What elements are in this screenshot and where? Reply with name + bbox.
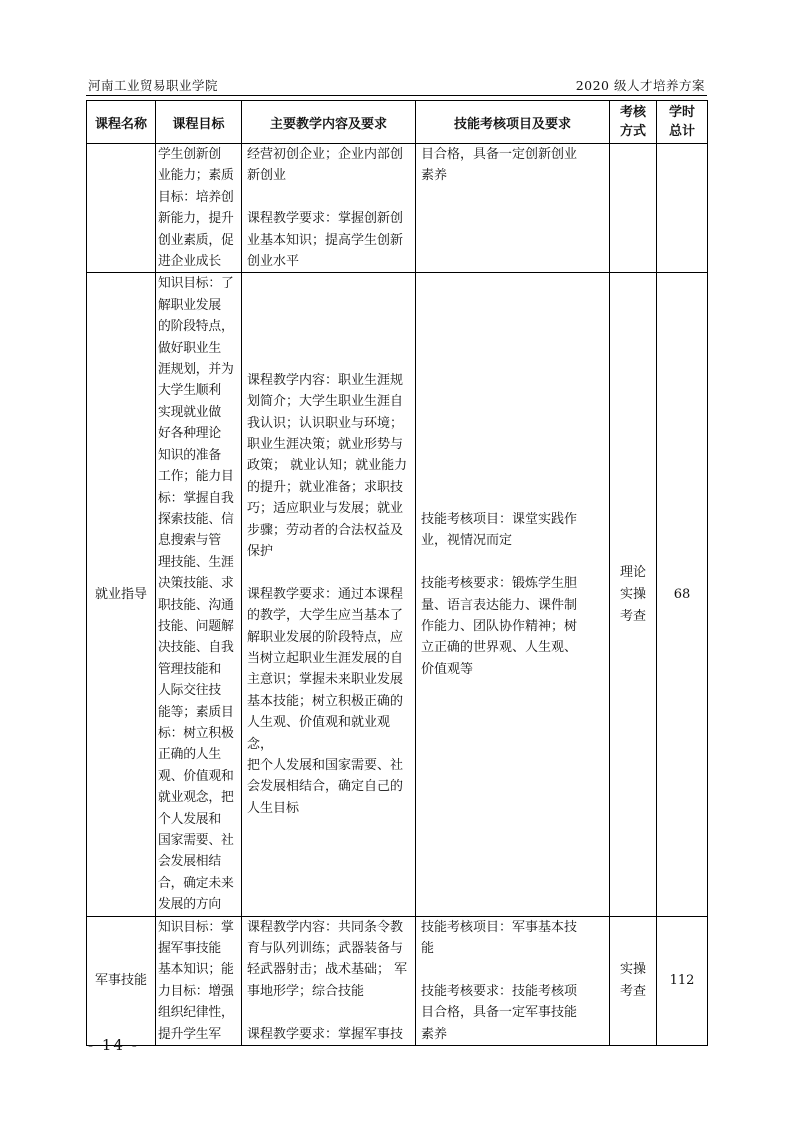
hours-cell <box>657 144 708 273</box>
skills-cell: 目合格，具备一定创新创业 素养 <box>416 144 610 273</box>
header-plan: 2020 级人才培养方案 <box>575 78 705 93</box>
table-row <box>87 273 708 916</box>
course-goal-cell: 学生创新创 业能力；素质 目标：培养创 新能力，提升 创业素质，促 进企业成长 <box>156 144 242 273</box>
col-header-content: 主要教学内容及要求 <box>242 101 416 144</box>
course-goal-cell: 知识目标：了 解职业发展 的阶段特点， 做好职业生 涯规划，并为 大学生顺利 实现就业做 好各种理论 知识的准备 工作；能力目 标：掌握自我 探索技能、信 息搜索与管 理技能、生涯 决策技能、求 职技能、沟通 技能、问题解 决技能、自我 管理技能和 人际交往技 能等；素质目 标：树立积极 正确的人生 观、价值观和 就业观念，把 个人发展和 国家需要、社 会发展相结 合，确定未来 发展的方向 <box>156 273 242 916</box>
method-cell: 实操 考查 <box>610 916 657 1045</box>
hours-cell: 112 <box>657 916 708 1045</box>
content-cell: 课程教学内容：职业生涯规 划简介；大学生职业生涯自 我认识；认识职业与环境； 职业生涯决策；就业形势与 政策； 就业认知；就业能力 的提升；就业准备；求职技 巧；适应职业与发展；就业 步骤；劳动者的合法权益及 保护 课程教学要求：通过本课程 的教学，大学生应当基本了 解职业发展的阶段特点，应 当树立起职业生涯发展的自 主意识；掌握未来职业发展 基本技能；树立积极正确的 人生观、价值观和就业观念， 把个人发展和国家需要、社 会发展相结合，确定自己的 人生目标 <box>242 273 416 916</box>
course-goal-cell: 知识目标：掌 握军事技能 基本知识；能 力目标：增强 组织纪律性， 提升学生军 <box>156 916 242 1045</box>
hours-cell: 68 <box>657 273 708 916</box>
content-cell: 经营初创企业；企业内部创 新创业 课程教学要求：掌握创新创 业基本知识；提高学生创新 创业水平 <box>242 144 416 273</box>
method-cell: 理论 实操 考查 <box>610 273 657 916</box>
course-name-cell: 就业指导 <box>87 273 156 916</box>
page-number: - 14 - <box>88 1036 139 1054</box>
col-header-course-goal: 课程目标 <box>156 101 242 144</box>
content-cell: 课程教学内容：共同条令教 育与队列训练；武器装备与 轻武器射击；战术基础； 军 事地形学；综合技能 课程教学要求：掌握军事技 <box>242 916 416 1045</box>
col-header-skills: 技能考核项目及要求 <box>416 101 610 144</box>
skills-cell: 技能考核项目：军事基本技 能 技能考核要求：技能考核项 目合格，具备一定军事技能 素养 <box>416 916 610 1045</box>
table-row <box>87 144 708 273</box>
col-header-course-name: 课程名称 <box>87 101 156 144</box>
curriculum-table <box>86 100 708 1046</box>
header-school: 河南工业贸易职业学院 <box>88 78 219 93</box>
col-header-method: 考核 方式 <box>610 101 657 144</box>
skills-cell: 技能考核项目：课堂实践作 业，视情况而定 技能考核要求：锻炼学生胆 量、语言表达能力、课件制 作能力、团队协作精神；树 立正确的世界观、人生观、 价值观等 <box>416 273 610 916</box>
col-header-hours: 学时 总计 <box>657 101 708 144</box>
method-cell <box>610 144 657 273</box>
header-rule <box>86 95 707 96</box>
table-header-row <box>87 101 708 144</box>
table-row <box>87 916 708 1045</box>
course-name-cell: 军事技能 <box>87 916 156 1045</box>
course-name-cell <box>87 144 156 273</box>
